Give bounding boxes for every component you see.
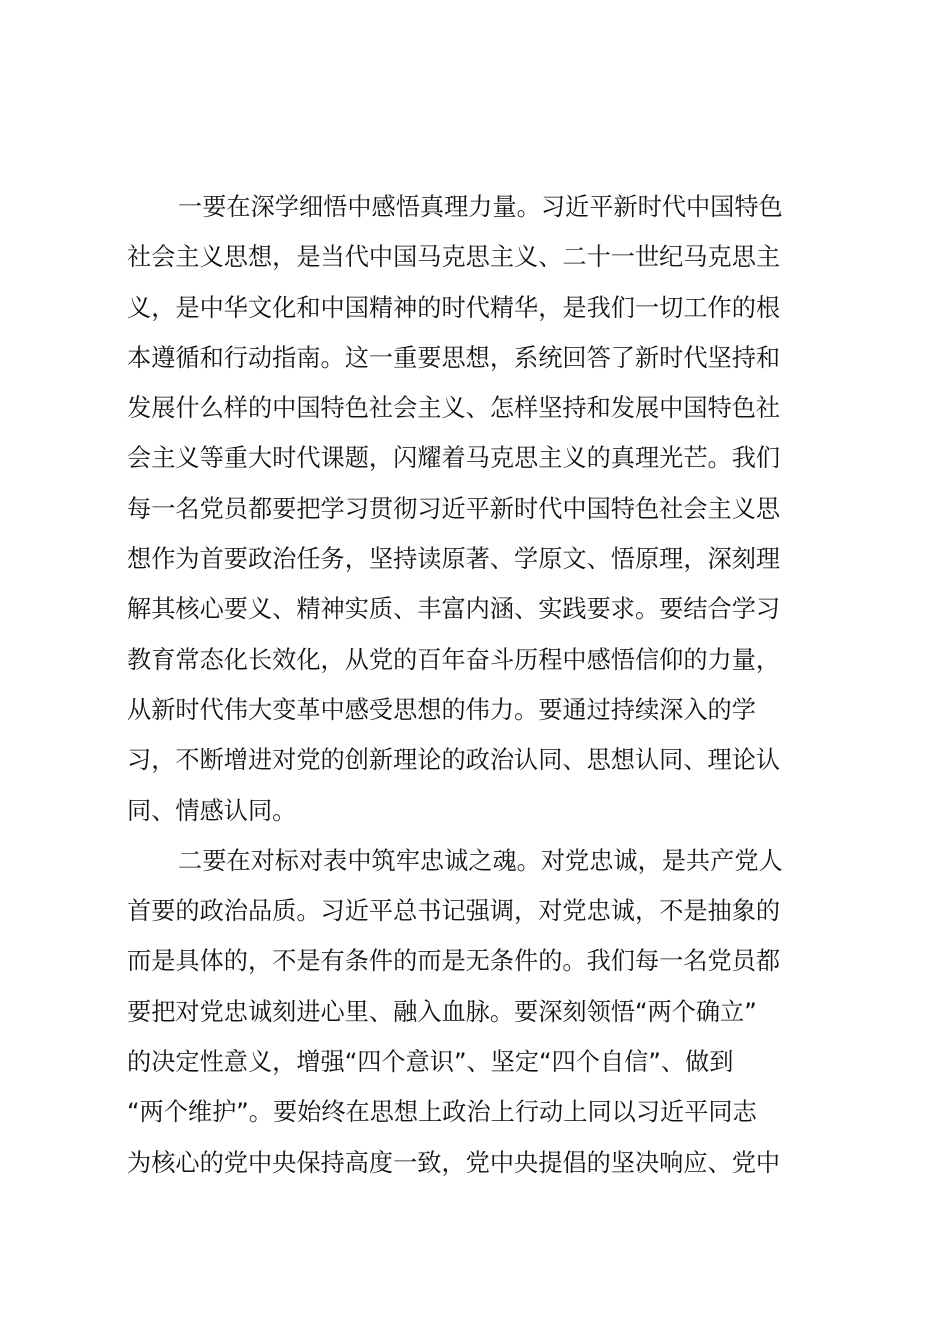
paragraph-line: 本遵循和行动指南。这一重要思想，系统回答了新时代坚持和 <box>127 343 781 372</box>
paragraph-line: 一要在深学细悟中感悟真理力量。习近平新时代中国特色 <box>178 193 783 221</box>
document-body <box>127 182 837 1188</box>
paragraph-line: 二要在对标对表中筑牢忠诚之魂。对党忠诚，是共产党人 <box>178 846 783 875</box>
paragraph-line: “两个维护”。要始终在思想上政治上行动上同以习近平同志 <box>127 1098 757 1127</box>
paragraph-line: 义，是中华文化和中国精神的时代精华，是我们一切工作的根 <box>127 293 781 322</box>
paragraph-line: 发展什么样的中国特色社会主义、怎样坚持和发展中国特色社 <box>127 394 781 423</box>
paragraph-line: 而是具体的，不是有条件的而是无条件的。我们每一名党员都 <box>127 947 781 976</box>
paragraph-line: 要把对党忠诚刻进心里、融入血脉。要深刻领悟“两个确立” <box>127 997 757 1026</box>
paragraph-2 <box>127 836 837 1188</box>
paragraph-line: 同、情感认同。 <box>127 796 297 825</box>
paragraph-line: 教育常态化长效化，从党的百年奋斗历程中感悟信仰的力量， <box>127 645 781 674</box>
paragraph-line: 首要的政治品质。习近平总书记强调，对党忠诚，不是抽象的 <box>127 897 781 926</box>
paragraph-line: 习，不断增进对党的创新理论的政治认同、思想认同、理论认 <box>127 746 781 775</box>
paragraph-line: 从新时代伟大变革中感受思想的伟力。要通过持续深入的学 <box>127 695 756 724</box>
paragraph-line: 每一名党员都要把学习贯彻习近平新时代中国特色社会主义思 <box>127 494 781 523</box>
paragraph-line: 的决定性意义，增强“四个意识”、坚定“四个自信”、做到 <box>127 1048 734 1077</box>
paragraph-line: 想作为首要政治任务，坚持读原著、学原文、悟原理，深刻理 <box>127 545 781 574</box>
paragraph-line: 社会主义思想，是当代中国马克思主义、二十一世纪马克思主 <box>127 243 781 272</box>
paragraph-1 <box>127 182 837 836</box>
paragraph-line: 解其核心要义、精神实质、丰富内涵、实践要求。要结合学习 <box>127 595 781 624</box>
paragraph-line: 为核心的党中央保持高度一致，党中央提倡的坚决响应、党中 <box>127 1148 781 1177</box>
paragraph-line: 会主义等重大时代课题，闪耀着马克思主义的真理光芒。我们 <box>127 444 781 473</box>
